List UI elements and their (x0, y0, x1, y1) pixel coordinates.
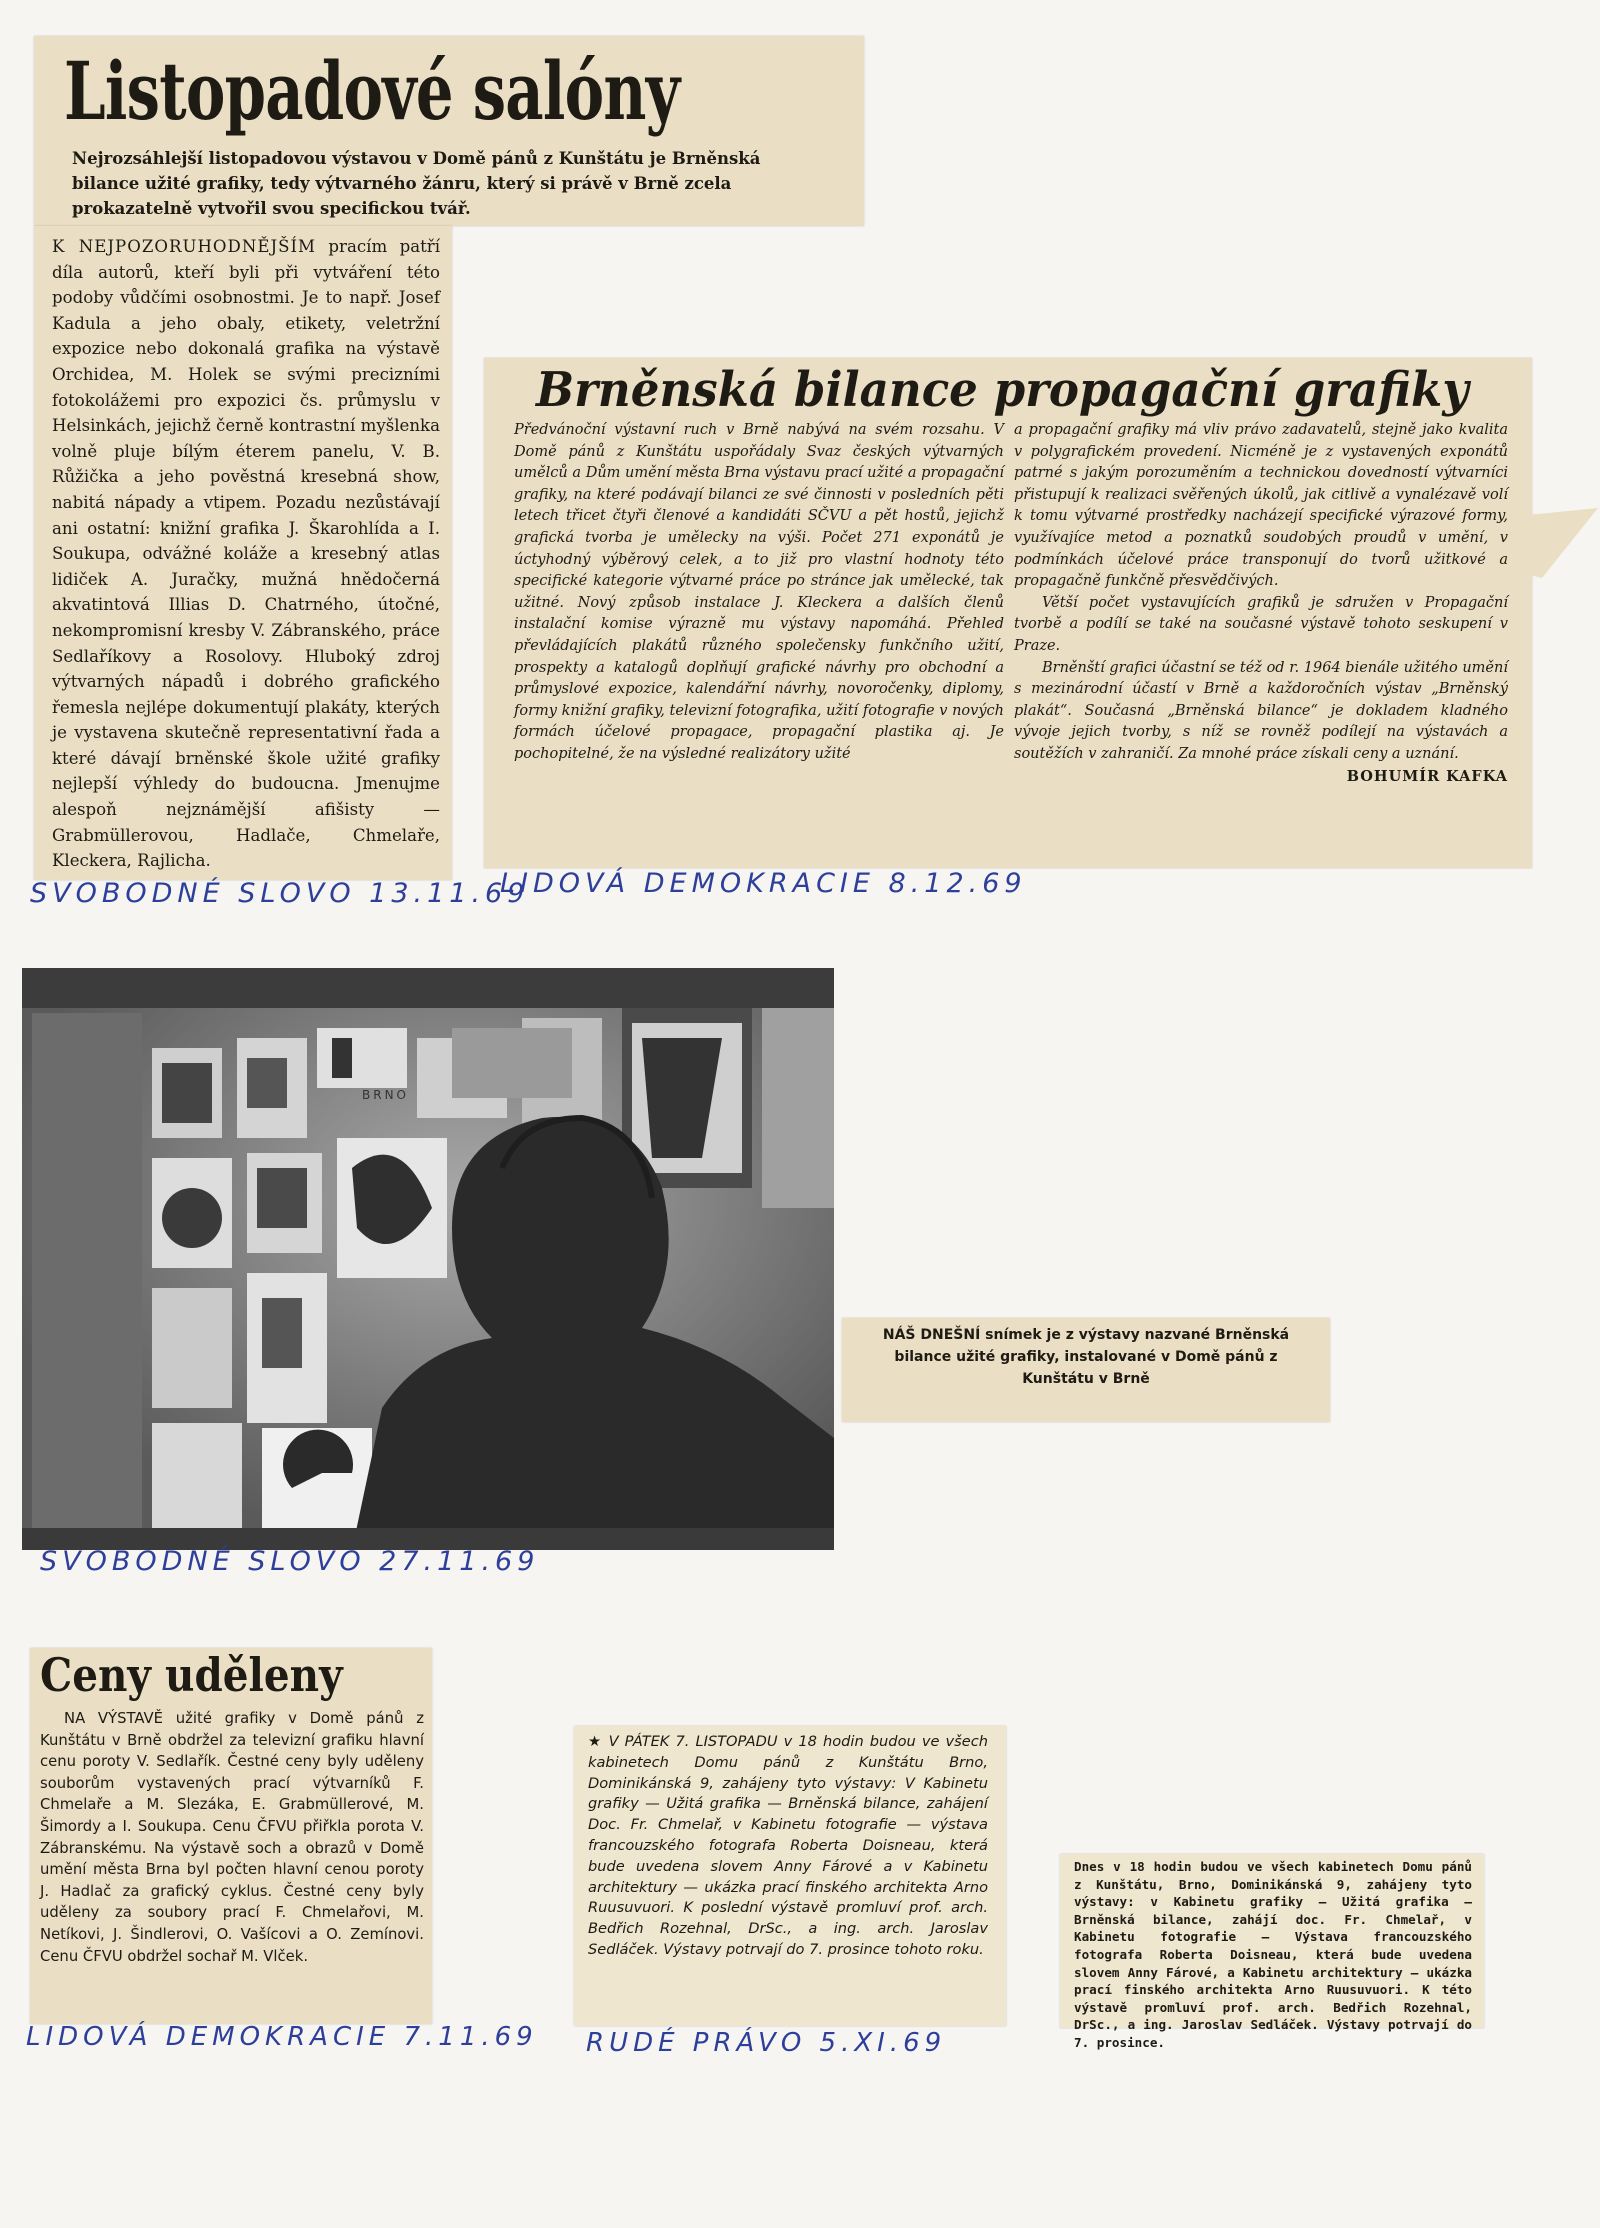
caption-text (858, 1324, 1314, 1390)
torn-paper-edge (1528, 508, 1598, 578)
star-icon: ★ (588, 1733, 603, 1750)
caption-body: snímek je z výstavy nazvané Brněnská bilance užité grafiky, instalované v Domě pánů z Kunštátu v Brně (894, 1327, 1290, 1387)
signature: BOHUMÍR KAFKA (1346, 767, 1508, 785)
exhibition-photo (22, 968, 834, 1550)
clipping-v-patek (574, 1726, 1006, 2026)
clipping-brnenska-bilance (484, 358, 1532, 868)
column-2-paragraph: Větší počet vystavujících grafiků je sdružen v Propagační tvorbě a podílí se také na současné výstavě tohoto seskupení v Praze. (1014, 594, 1508, 654)
handwritten-source-3: SVOBODNÉ SLOVO 27.11.69 (40, 1546, 540, 1577)
body-lead: K NEJPOZORUHODNĚJŠÍM (52, 237, 317, 256)
body-lead: NA VÝSTAVĚ (64, 1710, 164, 1727)
clipping-dnes-v-18-hodin (1060, 1854, 1484, 2050)
headline: Ceny uděleny (40, 1648, 343, 1702)
body-text (52, 234, 440, 874)
photo-caption-clipping (842, 1318, 1330, 1422)
handwritten-source-5: RUDÉ PRÁVO 5.XI.69 (586, 2028, 947, 2058)
clipping-ceny-udeleny (30, 1648, 432, 2024)
headline: Listopadové salóny (64, 44, 680, 138)
clipping-listopadove-salony (34, 36, 864, 226)
photo-illustration (22, 968, 834, 1550)
body-text (588, 1732, 988, 1961)
handwritten-source-2: LIDOVÁ DEMOKRACIE 8.12.69 (500, 868, 1027, 899)
handwritten-source-1: SVOBODNÉ SLOVO 13.11.69 (30, 878, 530, 909)
column-2-paragraph: a propagační grafiky má vliv právo zadavatelů, stejně jako kvalita v polygrafickém provedení. Nicméně je z vystavených exponátů patrné s jakým porozuměním a technickou dovedností výtvarníci přistupují k realizaci svěřených úkolů, jak citlivě a vynalézavě volí k tomu výtvarné prostředky nacházejí specifické výrazové formy, využívajíce metod a poznatků soudobých proudů v umění, v podmínkách účelové práce transponují do tvorů užitkové a propagačně funkčně přesvědčivých. (1014, 422, 1508, 590)
body-main: v 18 hodin budou ve všech kabinetech Domu pánů z Kunštátu Brno, Dominikánská 9, zahájeny tyto výstavy: V Kabinetu grafiky — Užitá grafika — Brněnská bilance, zahájení Doc. Fr. Chmelař, v Kabinetu fotografie — výstava francouzského fotografa Roberta Doisneau, která bude uvedena slovem Anny Fárové a v Kabinetu architektury — ukázka prací finského architekta Arno Ruusuvuori. K poslední výstavě promluví prof. arch. Bedřich Rozehnal, DrSc., a ing. arch. Jaroslav Sedláček. Výstavy potrvají do 7. prosince tohoto roku. (588, 1733, 988, 1958)
body-text (40, 1708, 424, 1967)
poster-text: BRNO (362, 1088, 409, 1102)
column-2 (1014, 420, 1508, 787)
headline: Brněnská bilance propagační grafiky (536, 362, 1469, 418)
handwritten-source-4: LIDOVÁ DEMOKRACIE 7.11.69 (26, 2022, 538, 2052)
lead-paragraph: Nejrozsáhlejší listopadovou výstavou v Domě pánů z Kunštátu je Brněnská bilance užité grafiky, tedy výtvarného žánru, který si právě v Brně zcela prokazatelně vytvořil svou specifickou tvář. (72, 149, 761, 218)
column-2-paragraph: Brněnští grafici účastní se též od r. 1964 bienále užitého umění s mezinárodní účastí v Brně a každoročních výstav „Brněnský plakát“. Současná „Brněnská bilance“ je dokladem kladného vývoje jejich tvorby, s níž se rovněž podílejí na výstavách a soutěžích v zahraničí. Za mnohé práce získali ceny a uznání. (1014, 659, 1508, 762)
column-1: Předvánoční výstavní ruch v Brně nabývá na svém rozsahu. V Domě pánů z Kunštátu uspořádaly Svaz českých výtvarných umělců a Dům umění města Brna výstavu prací užité a propagační grafiky, na které podávají bilanci ze své činnosti v posledních pěti letech třicet čtyři členové a kandidáti SČVU a pět hostů, jejichž grafická tvorba je umělecky na výši. Počet 271 exponátů je úctyhodný výběrový celek, a to již pro vlastní hodnoty této specifické kategorie výtvarné práce po stránce jak umělecké, tak užitné. Nový způsob instalace J. Kleckera a dalších členů instalační komise výrazně mu výstavy napomáhá. Přehled převládajících plakátů různého společensky funkčního užití, prospekty a katalogů doplňují grafické návrhy pro obchodní a průmyslové expozice, kalendářní návrhy, novoročenky, diplomy, formy knižní grafiky, televizní fotografika, užití fotografie v nových formách účelové propagace, propagační plastika aj. Je pochopitelné, že na výsledné realizátory užité (514, 422, 1004, 762)
clipping-listopadove-salony-body (34, 226, 452, 880)
body-text: Dnes v 18 hodin budou ve všech kabinetech Domu pánů z Kunštátu, Brno, Dominikánská 9, zahájeny tyto výstavy: v Kabinetu grafiky — Užitá grafika — Brněnská bilance, zahájí doc. Fr. Chmelař, v Kabinetu fotografie — Výstava francouzského fotografa Roberta Doisneau, která bude uvedena slovem Anny Fárové, a Kabinetu architektury — ukázka prací finského architekta Arno Ruusuvuori. K této výstavě promluví prof. arch. Bedřich Rozehnal, DrSc., a ing. Jaroslav Sedláček. Výstavy potrvají do 7. prosince. (1074, 1859, 1472, 2050)
body-lead: V PÁTEK 7. LISTOPADU (608, 1733, 778, 1750)
caption-lead: NÁŠ DNEŠNÍ (882, 1327, 981, 1343)
body-main: užité grafiky v Domě pánů z Kunštátu v Brně obdržel za televizní grafiku hlavní cenu poroty V. Sedlařík. Čestné ceny byly uděleny souborům vystavených prací výtvarníků F. Chmelaře a M. Slezáka, E. Grabmüllerové, M. Šimordy a I. Soukupa. Cenu ČFVU přiřkla porota V. Zábranskému. Na výstavě soch a obrazů v Domě umění města Brna byl počten hlavní cenou poroty J. Hadlač za grafický cyklus. Čestné ceny byly uděleny za soubory prací F. Chmelařovi, M. Netíkovi, J. Šindlerovi, O. Vašícovi a O. Zemínovi. Cenu ČFVU obdržel sochař M. Vlček. (40, 1710, 424, 1965)
body-main: pracím patří díla autorů, kteří byli při vytváření této podoby vůdčími osobnostmi. Je to např. Josef Kadula a jeho obaly, etikety, veletržní expozice nebo dokonalá grafika na výstavě Orchidea, M. Holek se svými precizními fotokolážemi pro expozici čs. průmyslu v Helsinkách, jejichž černě kontrastní myšlenka volně pluje bílým éterem panelu, V. B. Růžička a jeho pověstná kresebná show, nabitá nápady a vtipem. Pozadu nezůstávají ani ostatní: knižní grafika J. Škarohlída a I. Soukupa, odvážné koláže a kresebný atlas lidiček A. Juračky, mužná hnědočerná akvatintová Illias D. Chatrného, útočné, nekompromisní kresby V. Zábranského, práce Sedlaříkovy a Rosolovy. Hluboký zdroj výtvarných nápadů i dobrého grafického řemesla nejlépe dokumentují plakáty, kterých je vystavena skutečně representativní řada a které dávají brněnské škole užité grafiky nejlepší výhledy do budoucna. Jmenujme alespoň nejznámější afišisty — Grabmüllerovou, Hadlače, Chmelaře, Kleckera, Rajlicha. (52, 237, 441, 871)
